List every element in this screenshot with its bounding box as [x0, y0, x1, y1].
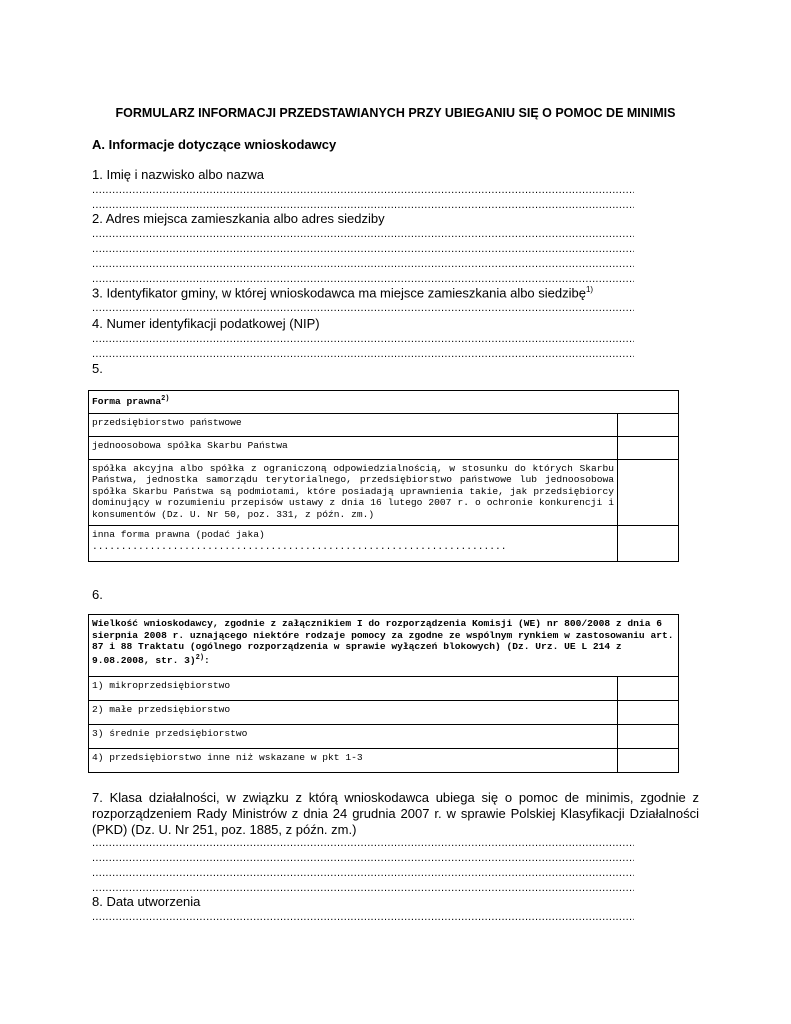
legal-form-header-row: [89, 391, 679, 414]
legal-form-other-cell: [89, 526, 618, 562]
legal-form-option-label: spółka akcyjna albo spółka z ograniczoną odpowiedzialnością, w stosunku do których Skarbu Państwa, jednostka samorządu terytorialnego, przedsiębiorstwo państwowe lub jednoosobowa spółka Skarbu Państwa są podmiotami, które posiadają uprawnienia takie, jak przedsiębiorcy dominujący w rozumieniu przepisów ustawy z dnia 16 lutego 2007 r. o ochronie konkurencji i konsumentów (Dz. U. Nr 50, poz. 331, z późn. zm.): [89, 459, 618, 526]
field-4-line-2[interactable]: [92, 349, 634, 360]
field-1-label: 1. Imię i nazwisko albo nazwa: [92, 167, 264, 182]
legal-form-option-checkbox[interactable]: [618, 436, 679, 459]
company-size-option-checkbox[interactable]: [618, 677, 679, 701]
field-4-line-1[interactable]: [92, 334, 634, 345]
legal-form-option-label: przedsiębiorstwo państwowe: [89, 413, 618, 436]
company-size-option-label: 3) średnie przedsiębiorstwo: [89, 725, 618, 749]
field-1-line-1[interactable]: [92, 185, 634, 196]
legal-form-header-text: Forma prawna: [92, 396, 162, 408]
company-size-option-label: 1) mikroprzedsiębiorstwo: [89, 677, 618, 701]
legal-form-option-checkbox[interactable]: [618, 459, 679, 526]
company-size-header: [89, 615, 679, 677]
field-3-line[interactable]: [92, 303, 634, 314]
legal-form-table: [88, 390, 679, 562]
legal-form-option-label: jednoosobowa spółka Skarbu Państwa: [89, 436, 618, 459]
legal-form-other-label: inna forma prawna (podać jaka): [92, 529, 265, 541]
table-row: [89, 725, 679, 749]
field-8-line[interactable]: [92, 912, 634, 923]
field-7-line-1[interactable]: [92, 838, 634, 849]
field-7-line-3[interactable]: [92, 868, 634, 879]
legal-form-other-input[interactable]: ........................................................................: [92, 540, 507, 552]
field-6-label: 6.: [92, 587, 103, 602]
field-2-line-3[interactable]: [92, 259, 634, 270]
company-size-option-checkbox[interactable]: [618, 725, 679, 749]
company-size-header-text: Wielkość wnioskodawcy, zgodnie z załącznikiem I do rozporządzenia Komisji (WE) nr 800/2008 z dnia 6 sierpnia 2008 r. uznającego niektóre rodzaje pomocy za zgodne ze wspólnym rynkiem w zastosowaniu art. 87 i 88 Traktatu (ogólnego rozporządzenia w sprawie wyłączeń blokowych) (Dz. Urz. UE L 214 z 9.08.2008, str. 3): [92, 618, 674, 666]
company-size-option-label: 4) przedsiębiorstwo inne niż wskazane w pkt 1-3: [89, 749, 618, 773]
company-size-option-label: 2) małe przedsiębiorstwo: [89, 701, 618, 725]
company-size-header-row: [89, 615, 679, 677]
legal-form-header: [89, 391, 679, 414]
field-3-text: 3. Identyfikator gminy, w której wnioskodawca ma miejsce zamieszkania albo siedzibę: [92, 285, 586, 301]
legal-form-header-footnote: 2): [161, 395, 170, 403]
field-7-line-2[interactable]: [92, 853, 634, 864]
field-2-line-4[interactable]: [92, 274, 634, 285]
company-size-option-checkbox[interactable]: [618, 749, 679, 773]
field-8-label: 8. Data utworzenia: [92, 894, 201, 909]
legal-form-option-checkbox[interactable]: [618, 526, 679, 562]
company-size-header-footnote: 2): [195, 653, 205, 662]
table-row: [89, 677, 679, 701]
table-row: [89, 459, 679, 526]
field-3-footnote: 1): [585, 285, 594, 294]
field-1-line-2[interactable]: [92, 200, 634, 211]
field-2-line-2[interactable]: [92, 244, 634, 255]
table-row: [89, 526, 679, 562]
section-a-heading: A. Informacje dotyczące wnioskodawcy: [92, 137, 337, 152]
field-7-line-4[interactable]: [92, 883, 634, 894]
field-4-label: 4. Numer identyfikacji podatkowej (NIP): [92, 316, 320, 331]
table-row: [89, 701, 679, 725]
company-size-table: [88, 614, 679, 773]
field-5-label: 5.: [92, 361, 103, 376]
company-size-option-checkbox[interactable]: [618, 701, 679, 725]
field-2-label: 2. Adres miejsca zamieszkania albo adres siedziby: [92, 211, 385, 226]
company-size-header-tail: :: [204, 654, 210, 666]
table-row: [89, 436, 679, 459]
form-title: FORMULARZ INFORMACJI PRZEDSTAWIANYCH PRZY UBIEGANIU SIĘ O POMOC DE MINIMIS: [115, 106, 676, 120]
field-2-line-1[interactable]: [92, 229, 634, 240]
table-row: [89, 749, 679, 773]
field-3-label: [92, 285, 593, 300]
field-7-label: 7. Klasa działalności, w związku z którą wnioskodawca ubiega się o pomoc de minimis, zgodnie z rozporządzeniem Rady Ministrów z dnia 24 grudnia 2007 r. w sprawie Polskiej Klasyfikacji Działalności (PKD) (Dz. U. Nr 251, poz. 1885, z późn. zm.): [92, 790, 699, 837]
legal-form-option-checkbox[interactable]: [618, 413, 679, 436]
table-row: [89, 413, 679, 436]
